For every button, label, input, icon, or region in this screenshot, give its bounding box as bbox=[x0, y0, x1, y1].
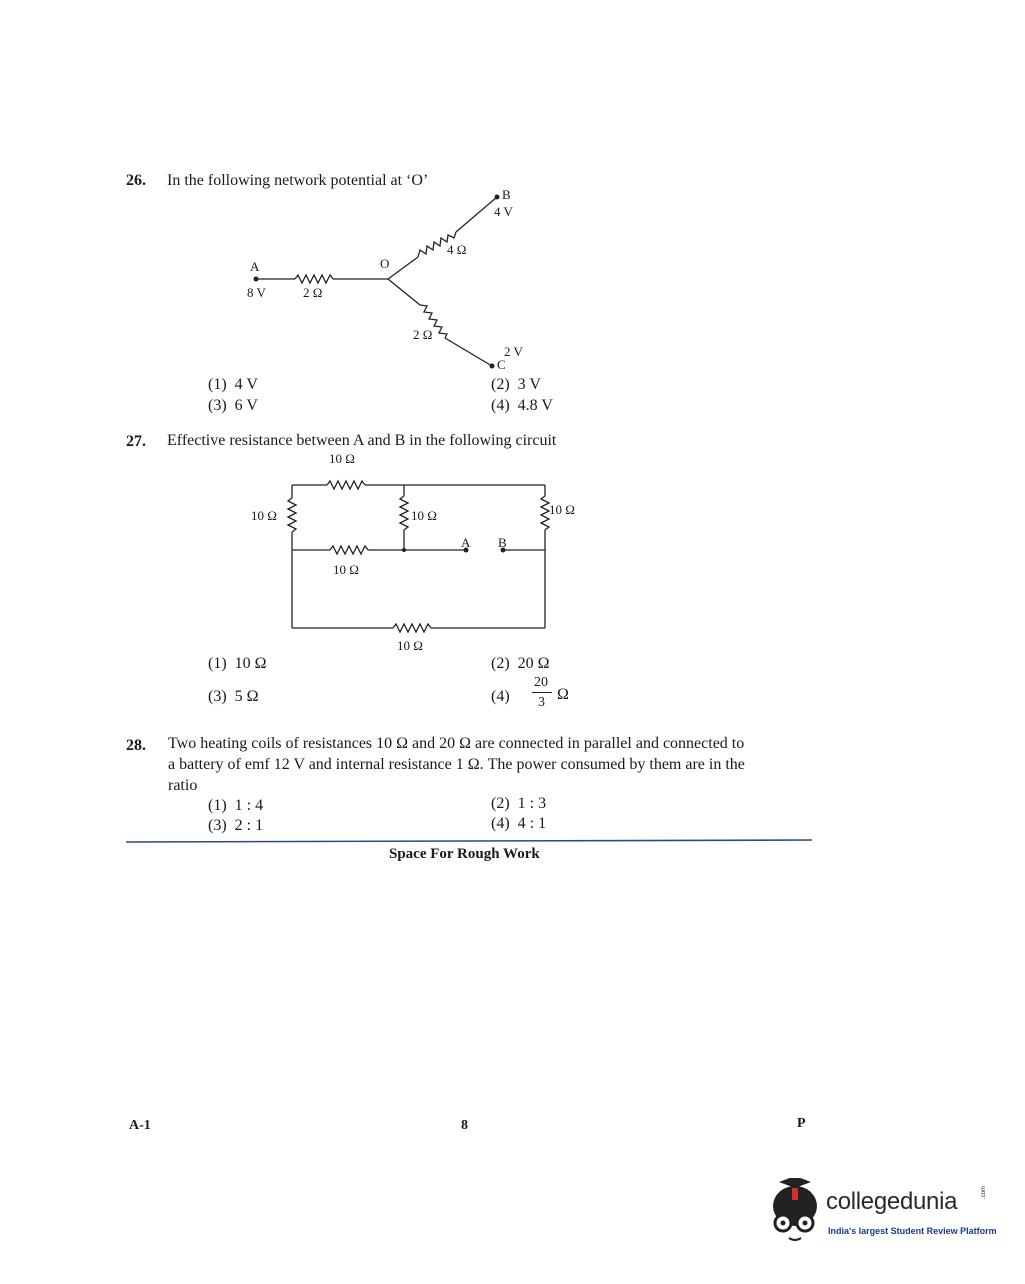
q28-number: 28. bbox=[126, 737, 146, 754]
resistor-ao bbox=[295, 275, 333, 283]
q26-option-4 bbox=[491, 397, 553, 415]
q27-option-4-unit: Ω bbox=[557, 686, 569, 703]
footer-code: A-1 bbox=[129, 1118, 151, 1133]
rough-work-divider bbox=[126, 840, 812, 842]
q26-r-ao: 2 Ω bbox=[303, 285, 323, 300]
q26-text: In the following network potential at ‘O’ bbox=[167, 172, 429, 189]
option-num: (3) bbox=[208, 817, 227, 834]
q27-circuit-diagram bbox=[288, 481, 549, 632]
q27-number: 27. bbox=[126, 433, 146, 450]
q27-r-right: 10 Ω bbox=[549, 502, 575, 517]
option-num: (3) bbox=[208, 397, 227, 414]
q27-option-4-frac-num: 20 bbox=[534, 675, 548, 690]
q27-option-4 bbox=[491, 688, 510, 706]
q27-text: Effective resistance between A and B in the following circuit bbox=[167, 432, 557, 449]
q27-r-mid-vert: 10 Ω bbox=[411, 508, 437, 523]
resistor-left bbox=[288, 498, 296, 532]
q28-option-3 bbox=[208, 817, 263, 835]
q27-r-top: 10 Ω bbox=[329, 451, 355, 466]
option-num: (4) bbox=[491, 688, 510, 705]
q26-node-a-volt: 8 V bbox=[247, 285, 266, 300]
q26-node-b: B bbox=[502, 187, 511, 202]
collegedunia-logo-text: collegedunia bbox=[826, 1188, 958, 1215]
fraction-bar bbox=[532, 692, 552, 693]
q27-r-left: 10 Ω bbox=[251, 508, 277, 523]
q26-number: 26. bbox=[126, 172, 146, 189]
q26-node-c: C bbox=[497, 357, 506, 372]
q27-option-1 bbox=[208, 655, 267, 673]
q26-network-diagram bbox=[256, 197, 497, 366]
option-text: 20 Ω bbox=[517, 655, 550, 672]
q26-r-ob: 4 Ω bbox=[447, 242, 467, 257]
option-num: (1) bbox=[208, 797, 227, 814]
resistor-mid-vert bbox=[400, 496, 408, 530]
q27-r-mid-horiz: 10 Ω bbox=[333, 562, 359, 577]
collegedunia-logo-icon bbox=[765, 1178, 825, 1246]
option-text: 2 : 1 bbox=[234, 817, 264, 834]
option-text: 10 Ω bbox=[234, 655, 267, 672]
rough-work-label: Space For Rough Work bbox=[389, 846, 540, 862]
option-text: 1 : 3 bbox=[517, 795, 547, 812]
q27-r-bottom: 10 Ω bbox=[397, 638, 423, 653]
q27-option-3 bbox=[208, 688, 259, 706]
node-a-dot bbox=[254, 277, 259, 282]
q28-text-line3: ratio bbox=[168, 777, 198, 794]
q26-option-2 bbox=[491, 376, 541, 394]
page-number: 8 bbox=[461, 1118, 468, 1133]
resistor-mid-horiz bbox=[330, 546, 368, 554]
logo-tagline: India's largest Student Review Platform bbox=[828, 1226, 997, 1236]
q27-term-b: B bbox=[498, 535, 507, 550]
option-num: (2) bbox=[491, 795, 510, 812]
q26-node-a: A bbox=[250, 259, 260, 274]
option-num: (1) bbox=[208, 655, 227, 672]
option-num: (3) bbox=[208, 688, 227, 705]
resistor-bottom bbox=[393, 624, 431, 632]
node-c-dot bbox=[490, 364, 495, 369]
q26-option-3 bbox=[208, 397, 258, 415]
node-b-dot bbox=[495, 195, 500, 200]
q26-node-b-volt: 4 V bbox=[494, 204, 513, 219]
option-num: (4) bbox=[491, 815, 510, 832]
logo-suffix: .com bbox=[981, 1185, 987, 1199]
q27-option-4-frac-den: 3 bbox=[538, 695, 545, 710]
q26-node-o: O bbox=[380, 256, 390, 271]
q28-option-4 bbox=[491, 815, 546, 833]
q26-option-1 bbox=[208, 376, 258, 394]
option-text: 5 Ω bbox=[234, 688, 259, 705]
option-num: (2) bbox=[491, 655, 510, 672]
option-text: 4.8 V bbox=[517, 397, 553, 414]
q26-r-oc: 2 Ω bbox=[413, 327, 433, 342]
option-text: 1 : 4 bbox=[234, 797, 264, 814]
option-num: (4) bbox=[491, 397, 510, 414]
q28-text-line1: Two heating coils of resistances 10 Ω and 20 Ω are connected in parallel and connected to bbox=[168, 735, 745, 752]
q27-term-a: A bbox=[461, 535, 471, 550]
resistor-top bbox=[327, 481, 365, 489]
q28-text-line2: a battery of emf 12 V and internal resistance 1 Ω. The power consumed by them are in the bbox=[168, 756, 745, 773]
option-text: 4 V bbox=[234, 376, 258, 393]
option-text: 4 : 1 bbox=[517, 815, 547, 832]
junction-dot bbox=[402, 548, 406, 552]
q27-option-2 bbox=[491, 655, 550, 673]
option-text: 6 V bbox=[234, 397, 258, 414]
option-text: 3 V bbox=[517, 376, 541, 393]
option-num: (2) bbox=[491, 376, 510, 393]
resistor-right bbox=[541, 496, 549, 530]
q28-option-2 bbox=[491, 795, 546, 813]
option-num: (1) bbox=[208, 376, 227, 393]
footer-set: P bbox=[797, 1116, 806, 1131]
q26-node-c-volt: 2 V bbox=[504, 344, 523, 359]
q28-option-1 bbox=[208, 797, 263, 815]
